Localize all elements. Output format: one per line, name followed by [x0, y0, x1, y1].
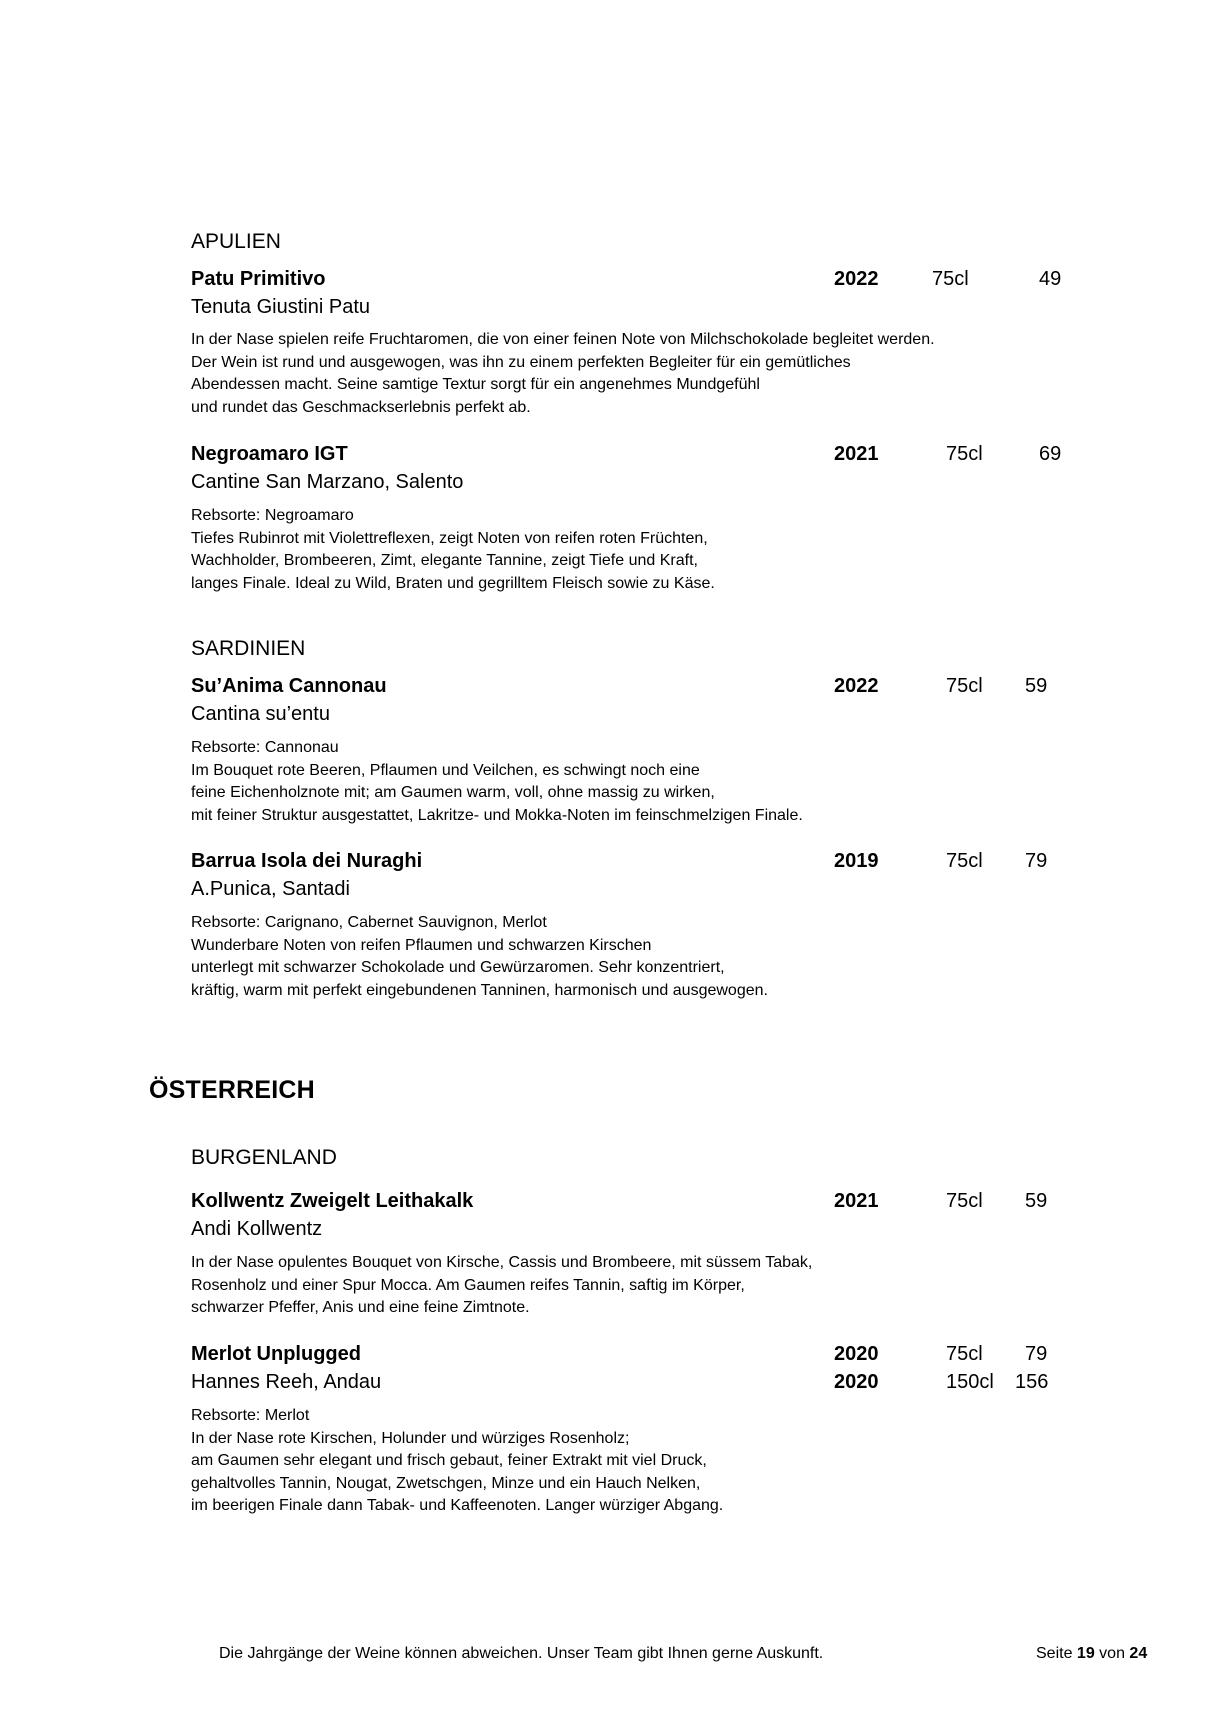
footer-note: Die Jahrgänge der Weine können abweichen. Unser Team gibt Ihnen gerne Auskunft.: [219, 1645, 824, 1662]
region-heading: SARDINIEN: [191, 637, 306, 660]
wine-year: 2022: [834, 675, 879, 697]
wine-size: 75cl: [946, 1343, 983, 1365]
wine-name: Su’Anima Cannonau: [191, 675, 387, 697]
wine-size: 75cl: [946, 850, 983, 872]
wine-description: In der Nase spielen reife Fruchtaromen, die von einer feinen Note von Milchschokolade begleitet werden. Der Wein ist rund und ausgewogen, was ihn zu einem perfekten Begleiter für ein gemütliches Abendessen macht. Seine samtige Textur sorgt für ein angenehmes Mundgefühl und rundet das Geschmackserlebnis perfekt ab.: [191, 331, 935, 416]
wine-name: Kollwentz Zweigelt Leithakalk: [191, 1190, 474, 1212]
wine-size: 75cl: [946, 443, 983, 465]
wine-year: 2021: [834, 1190, 879, 1212]
wine-price-alt: 156: [1015, 1371, 1049, 1393]
region-heading: APULIEN: [191, 230, 281, 253]
region-heading: BURGENLAND: [191, 1146, 337, 1169]
wine-description: Rebsorte: Carignano, Cabernet Sauvignon, Merlot Wunderbare Noten von reifen Pflaumen und schwarzen Kirschen unterlegt mit schwarzer Schokolade und Gewürzaromen. Sehr konzentriert, kräftig, warm mit perfekt eingebundenen Tanninen, harmonisch und ausgewogen.: [191, 914, 768, 999]
wine-year: 2022: [834, 268, 879, 290]
wine-price: 59: [1025, 675, 1048, 697]
wine-price: 69: [1039, 443, 1062, 465]
wine-name: Barrua Isola dei Nuraghi: [191, 850, 423, 872]
wine-description: Rebsorte: Merlot In der Nase rote Kirschen, Holunder und würziges Rosenholz; am Gaumen sehr elegant und frisch gebaut, feiner Extrakt mit viel Druck, gehaltvolles Tannin, Nougat, Zwetschgen, Minze und ein Hauch Nelken, im beerigen Finale dann Tabak- und Kaffeenoten. Langer würziger Abgang.: [191, 1407, 724, 1514]
wine-description: In der Nase opulentes Bouquet von Kirsche, Cassis und Brombeere, mit süssem Tabak, Rosenholz und einer Spur Mocca. Am Gaumen reifes Tannin, saftig im Körper, schwarzer Pfeffer, Anis und eine feine Zimtnote.: [191, 1254, 813, 1316]
wine-price: 49: [1039, 268, 1062, 290]
wine-size: 75cl: [946, 1190, 983, 1212]
wine-year: 2021: [834, 443, 879, 465]
wine-name: Negroamaro IGT: [191, 443, 348, 465]
wine-price: 59: [1025, 1190, 1048, 1212]
wine-description: Rebsorte: Negroamaro Tiefes Rubinrot mit Violettreflexen, zeigt Noten von reifen roten Früchten, Wachholder, Brombeeren, Zimt, elegante Tannine, zeigt Tiefe und Kraft, langes Finale. Ideal zu Wild, Braten und gegrilltem Fleisch sowie zu Käse.: [191, 507, 715, 592]
wine-size-alt: 150cl: [946, 1371, 994, 1393]
wine-description: Rebsorte: Cannonau Im Bouquet rote Beeren, Pflaumen und Veilchen, es schwingt noch eine feine Eichenholznote mit; am Gaumen warm, voll, ohne massig zu wirken, mit feiner Struktur ausgestattet, Lakritze- und Mokka-Noten im feinschmelzigen Finale.: [191, 739, 803, 824]
wine-size: 75cl: [946, 675, 983, 697]
wine-producer: Hannes Reeh, Andau: [191, 1371, 382, 1393]
wine-producer: A.Punica, Santadi: [191, 878, 350, 900]
country-heading: ÖSTERREICH: [149, 1076, 315, 1104]
wine-size: 75cl: [932, 268, 969, 290]
wine-name: Patu Primitivo: [191, 268, 326, 290]
wine-price: 79: [1025, 850, 1048, 872]
wine-year: 2019: [834, 850, 879, 872]
wine-price: 79: [1025, 1343, 1048, 1365]
wine-producer: Andi Kollwentz: [191, 1218, 323, 1240]
wine-name: Merlot Unplugged: [191, 1343, 361, 1365]
wine-producer: Cantina su’entu: [191, 703, 330, 725]
page-number: Seite 19 von 24: [1036, 1645, 1148, 1662]
wine-year-alt: 2020: [834, 1371, 879, 1393]
wine-producer: Tenuta Giustini Patu: [191, 296, 370, 318]
wine-year: 2020: [834, 1343, 879, 1365]
wine-producer: Cantine San Marzano, Salento: [191, 471, 464, 493]
